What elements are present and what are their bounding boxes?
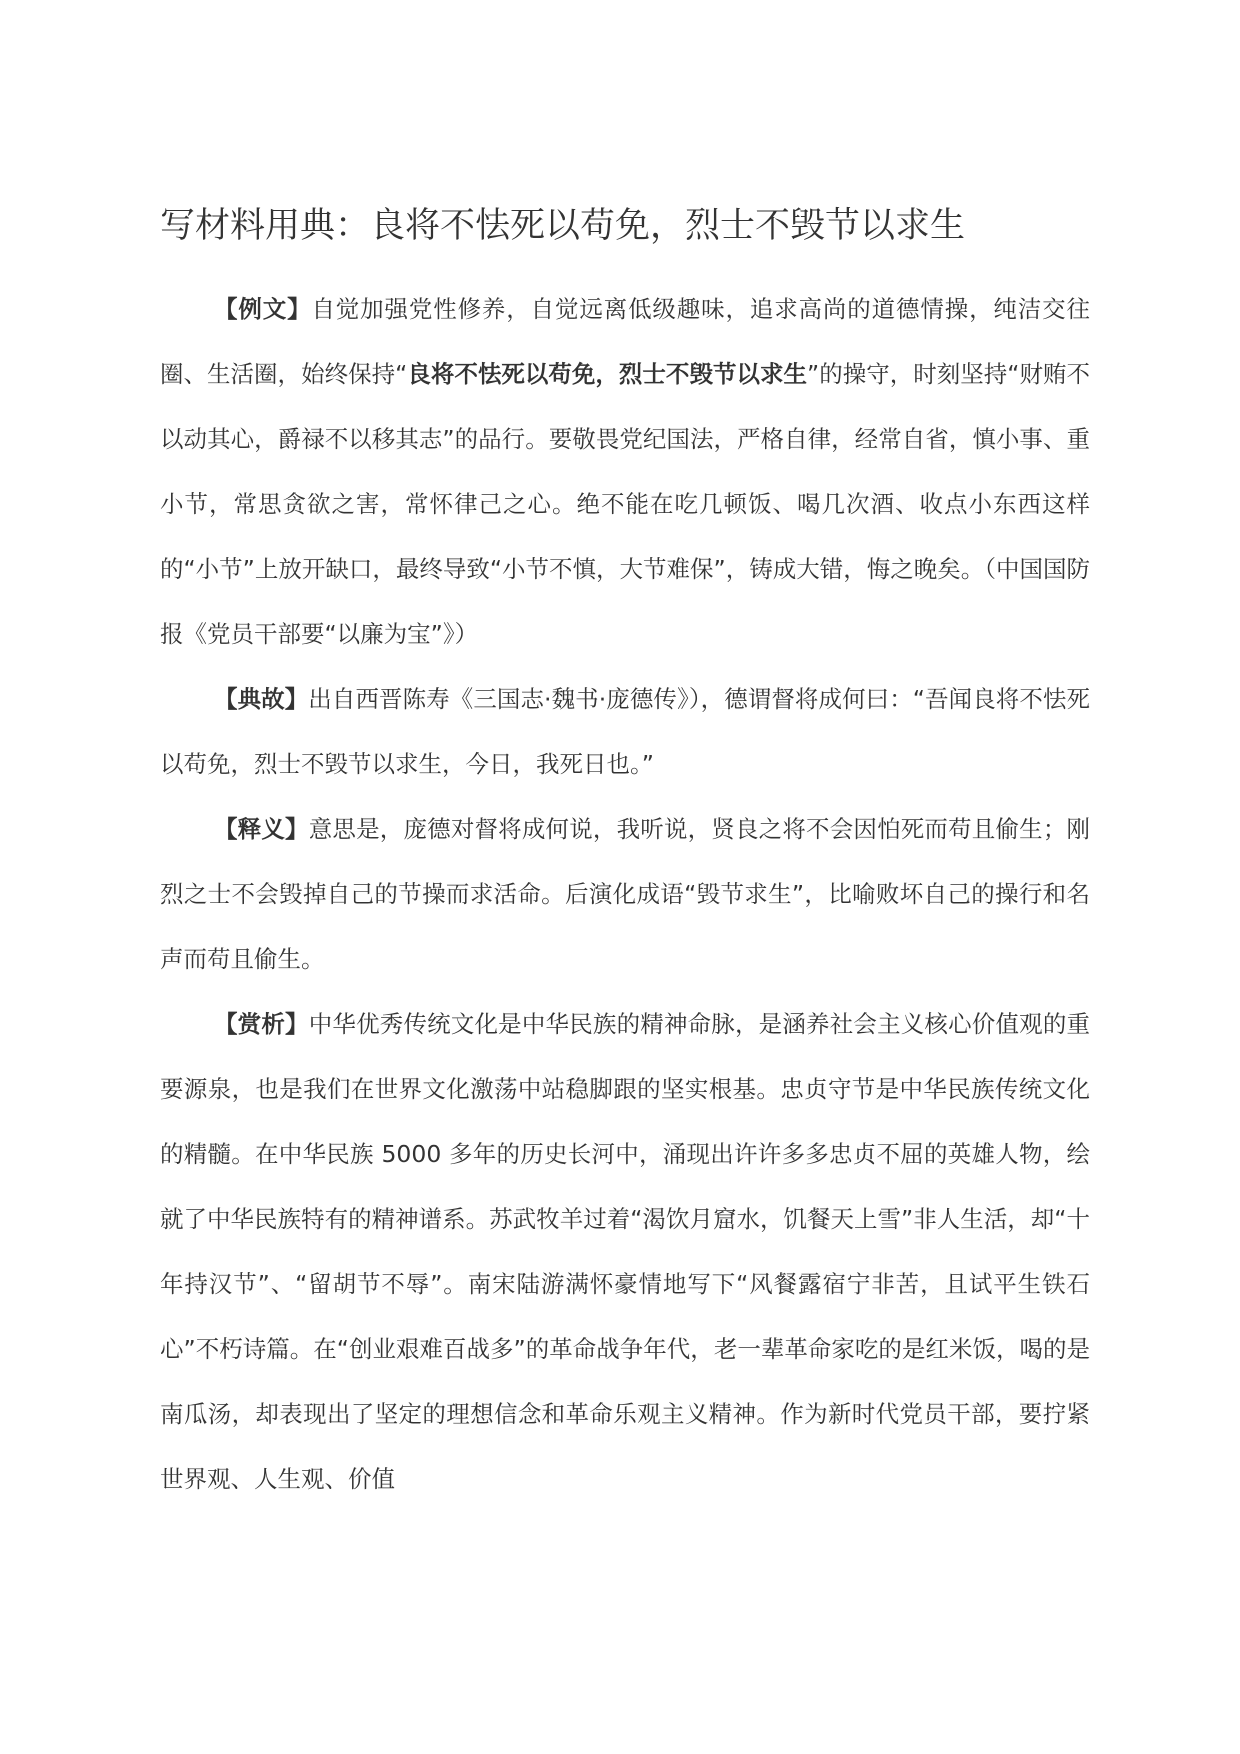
meaning-tag: 【释义】 [214, 815, 309, 843]
example-text-a: 自觉加强党性修养，自觉远离低级趣味，追求高尚的道德情操，纯洁交往圈、生活圈，始终保持“ [160, 295, 1091, 388]
analysis-tag: 【赏析】 [214, 1010, 309, 1038]
allusion-paragraph [160, 667, 1090, 797]
allusion-tag: 【典故】 [214, 685, 309, 713]
meaning-text: 意思是，庞德对督将成何说，我听说，贤良之将不会因怕死而苟且偷生；刚烈之士不会毁掉自己的节操而求活命。后演化成语“毁节求生”，比喻败坏自己的操行和名声而苟且偷生。 [160, 815, 1091, 973]
allusion-text: 出自西晋陈寿《三国志·魏书·庞德传》），德谓督将成何曰：“吾闻良将不怯死以苟免，烈士不毁节以求生，今日，我死日也。” [160, 685, 1090, 778]
example-paragraph [160, 277, 1090, 667]
example-tag: 【例文】 [214, 295, 312, 323]
analysis-text: 中华优秀传统文化是中华民族的精神命脉，是涵养社会主义核心价值观的重要源泉，也是我们在世界文化激荡中站稳脚跟的坚实根基。忠贞守节是中华民族传统文化的精髓。在中华民族 5000 多年的历史长河中，涌现出许许多多忠贞不屈的英雄人物，绘就了中华民族特有的精神谱系。苏武牧羊过着“渴饮月窟水，饥餐天上雪”非人生活，却“十年持汉节”、“留胡节不辱”。南宋陆游满怀豪情地写下“风餐露宿宁非苦，且试平生铁石心”不朽诗篇。在“创业艰难百战多”的革命战争年代，老一辈革命家吃的是红米饭，喝的是南瓜汤，却表现出了坚定的理想信念和革命乐观主义精神。作为新时代党员干部，要拧紧世界观、人生观、价值 [160, 1010, 1091, 1493]
meaning-paragraph [160, 797, 1090, 992]
document-body [160, 277, 1090, 1512]
example-quote: 良将不怯死以苟免，烈士不毁节以求生 [407, 360, 808, 388]
example-text-b: ”的操守，时刻坚持“财贿不以动其心，爵禄不以移其志”的品行。要敬畏党纪国法，严格自律，经常自省，慎小事、重小节，常思贪欲之害，常怀律己之心。绝不能在吃几顿饭、喝几次酒、收点小东西这样的“小节”上放开缺口，最终导致“小节不慎，大节难保”，铸成大错，悔之晚矣。（中国国防报《党员干部要“以廉为宝”》） [160, 360, 1091, 648]
page-title: 写材料用典：良将不怯死以苟免，烈士不毁节以求生 [160, 206, 966, 246]
analysis-paragraph [160, 992, 1090, 1512]
